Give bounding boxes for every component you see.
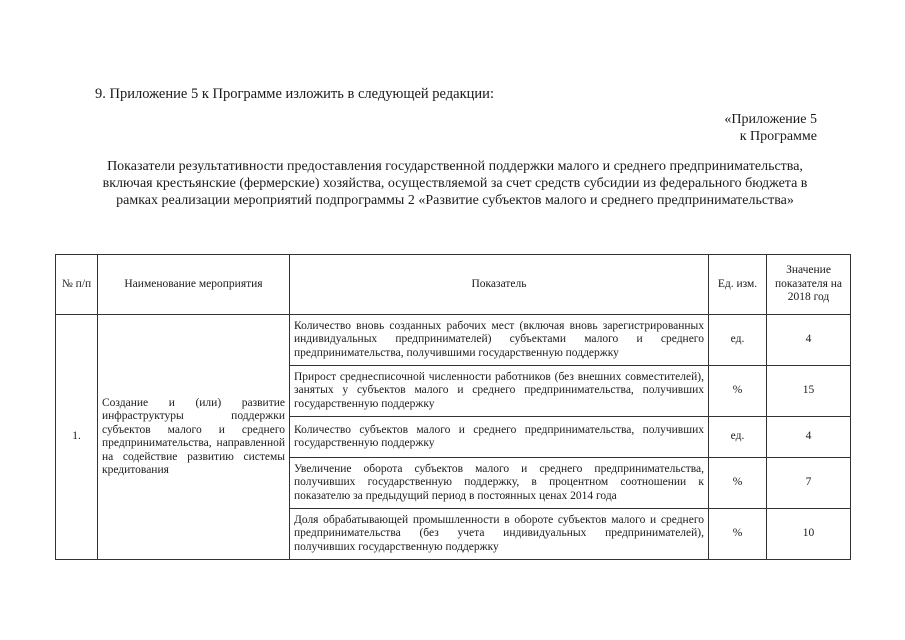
header-value: Значение показателя на 2018 год [767, 255, 851, 315]
indicator-unit: % [709, 366, 767, 417]
document-title: Показатели результативности предоставления государственной поддержки малого и среднего предпринимательства, включая крестьянские (фермерские) хозяйства, осуществляемой за счет средств субсидии из федерального бюджета в рамках реализации мероприятий подпрограммы 2 «Развитие субъектов малого и среднего предпринимательства» [102, 159, 808, 208]
indicator-value: 4 [767, 417, 851, 458]
indicator-text: Прирост среднесписочной численности работников (без внешних совместителей), занятых у субъектов малого и среднего предпринимательства, получивших государственную поддержку [290, 366, 709, 417]
event-name: Создание и (или) развитие инфраструктуры поддержки субъектов малого и среднего предпринимательства, направленной на содействие развитию системы кредитования [98, 315, 290, 560]
table-header-row [56, 255, 851, 315]
indicator-text: Доля обрабатывающей промышленности в обороте субъектов малого и среднего предпринимательства (без учета индивидуальных предпринимателей), получивших государственную поддержку [290, 509, 709, 560]
indicator-text: Увеличение оборота субъектов малого и среднего предпринимательства, получивших государственную поддержку, в процентном соотношении к показателю за предыдущий период в постоянных ценах 2014 года [290, 458, 709, 509]
indicator-unit: ед. [709, 417, 767, 458]
header-event: Наименование мероприятия [98, 255, 290, 315]
indicator-value: 7 [767, 458, 851, 509]
indicator-value: 10 [767, 509, 851, 560]
row-number: 1. [56, 315, 98, 560]
appendix-heading [724, 111, 817, 145]
indicator-text: Количество вновь созданных рабочих мест (включая вновь зарегистрированных индивидуальных предпринимателей) субъектами малого и среднего предпринимательства, получившими государственную поддержку [290, 315, 709, 366]
indicator-unit: % [709, 458, 767, 509]
header-indicator: Показатель [290, 255, 709, 315]
appendix-line-2: к Программе [739, 129, 817, 144]
appendix-line-1: «Приложение 5 [724, 112, 817, 127]
indicator-value: 15 [767, 366, 851, 417]
amendment-intro: 9. Приложение 5 к Программе изложить в следующей редакции: [95, 86, 494, 102]
table-row [56, 315, 851, 366]
indicator-unit: % [709, 509, 767, 560]
indicator-value: 4 [767, 315, 851, 366]
indicator-text: Количество субъектов малого и среднего предпринимательства, получивших государственную поддержку [290, 417, 709, 458]
indicators-table [55, 254, 851, 560]
header-num: № п/п [56, 255, 98, 315]
indicator-unit: ед. [709, 315, 767, 366]
header-unit: Ед. изм. [709, 255, 767, 315]
